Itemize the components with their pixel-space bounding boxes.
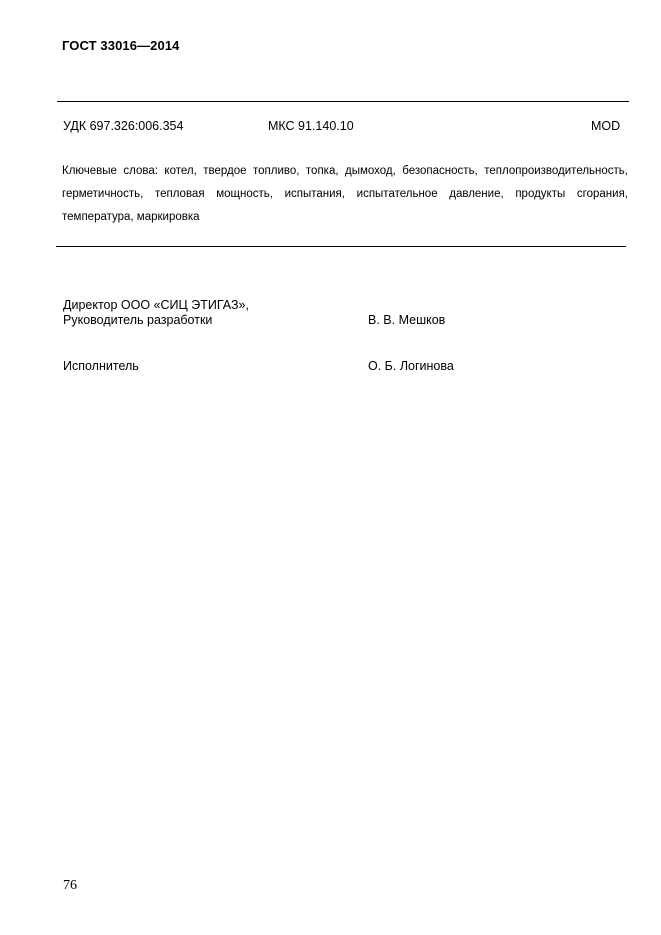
page-number: 76 (63, 878, 77, 893)
signature-name-executor: О. Б. Логинова (368, 359, 454, 373)
signature-name-director: В. В. Мешков (368, 313, 446, 327)
signature-role-director (63, 298, 249, 328)
signature-role-executor: Исполнитель (63, 359, 139, 373)
top-divider (57, 101, 629, 102)
mod-label: MOD (591, 119, 621, 133)
standard-code: ГОСТ 33016—2014 (62, 38, 180, 53)
bottom-divider (56, 246, 626, 247)
udk-code: УДК 697.326:006.354 (63, 119, 184, 133)
mks-code: МКС 91.140.10 (268, 119, 354, 133)
signature-role-line: Руководитель разработки (63, 313, 213, 327)
signature-role-line: Директор ООО «СИЦ ЭТИГАЗ», (63, 298, 249, 312)
keywords-paragraph: Ключевые слова: котел, твердое топливо, топка, дымоход, безопасность, теплопроизводительность, герметичность, тепловая мощность, испытания, испытательное давление, продукты сгорания, температура, маркировка (62, 165, 628, 223)
